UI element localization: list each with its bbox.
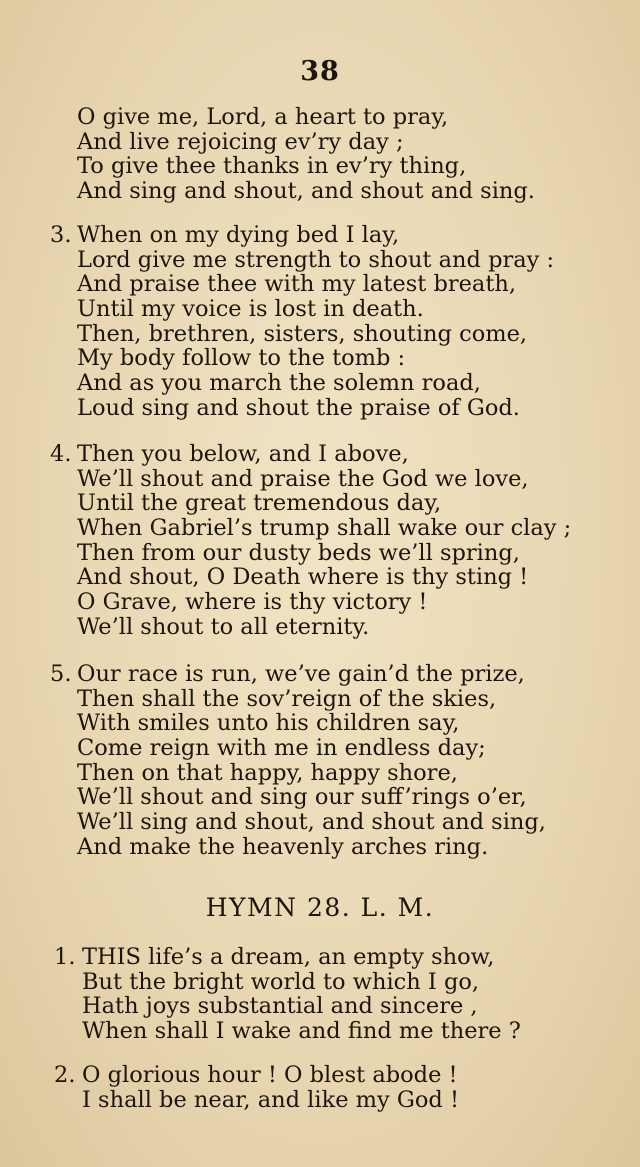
verse-line: And live rejoicing ev’ry day ; bbox=[77, 128, 404, 155]
verse-line: Loud sing and shout the praise of God. bbox=[77, 394, 520, 421]
hymn-title: HYMN 28. L. M. bbox=[205, 893, 435, 922]
stanza-number: 2. bbox=[54, 1062, 76, 1088]
verse-line: Until the great tremendous day, bbox=[77, 490, 442, 517]
stanza-number: 5. bbox=[50, 661, 72, 687]
verse-line: And shout, O Death where is thy sting ! bbox=[77, 564, 529, 591]
stanza-continuation bbox=[0, 105, 640, 204]
hymn-28-stanza-2 bbox=[0, 1063, 640, 1112]
verse-line: And make the heavenly arches ring. bbox=[77, 833, 489, 860]
page-number: 38 bbox=[300, 56, 340, 87]
verse-line: With smiles unto his children say, bbox=[77, 710, 460, 737]
verse-line: Then from our dusty beds we’ll spring, bbox=[77, 539, 520, 566]
verse-line: Come reign with me in endless day; bbox=[77, 735, 486, 762]
verse-line: 1. THIS life’s a dream, an empty show, bbox=[54, 944, 495, 970]
verse-line: My body follow to the tomb : bbox=[77, 345, 406, 372]
verse-line: And as you march the solemn road, bbox=[77, 370, 481, 397]
verse-line: When Gabriel’s trump shall wake our clay ; bbox=[77, 515, 572, 542]
verse-line: We’ll shout and sing our suff’rings o’er, bbox=[77, 784, 527, 811]
stanza-number: 3. bbox=[50, 222, 72, 248]
verse-line: 2. O glorious hour ! O blest abode ! bbox=[54, 1062, 458, 1088]
verse-line: 4. Then you below, and I above, bbox=[50, 441, 409, 467]
verse-line: 5. Our race is run, we’ve gain’d the prize, bbox=[50, 661, 525, 687]
verse-line: We’ll sing and shout, and shout and sing, bbox=[77, 809, 546, 836]
verse-line: Hath joys substantial and sincere , bbox=[82, 993, 478, 1020]
verse-line: We’ll shout to all eternity. bbox=[77, 613, 370, 640]
verse-line: 3. When on my dying bed I lay, bbox=[50, 222, 400, 248]
verse-line: And praise thee with my latest breath, bbox=[77, 271, 517, 298]
stanza-5 bbox=[0, 662, 640, 860]
verse-line: Lord give me strength to shout and pray : bbox=[77, 246, 555, 273]
stanza-4 bbox=[0, 442, 640, 640]
verse-line: Then shall the sov’reign of the skies, bbox=[77, 685, 497, 712]
stanza-3 bbox=[0, 223, 640, 421]
hymn-28-stanza-1 bbox=[0, 945, 640, 1044]
verse-line: I shall be near, and like my God ! bbox=[82, 1086, 459, 1113]
verse-line: O Grave, where is thy victory ! bbox=[77, 589, 428, 616]
verse-line: Until my voice is lost in death. bbox=[77, 296, 424, 323]
verse-line: And sing and shout, and shout and sing. bbox=[77, 178, 535, 205]
verse-line: But the bright world to which I go, bbox=[82, 968, 480, 995]
stanza-number: 4. bbox=[50, 441, 72, 467]
verse-line: To give thee thanks in ev’ry thing, bbox=[77, 153, 467, 180]
verse-line: Then on that happy, happy shore, bbox=[77, 759, 458, 786]
stanza-number: 1. bbox=[54, 944, 76, 970]
verse-line: We’ll shout and praise the God we love, bbox=[77, 465, 529, 492]
verse-line: When shall I wake and find me there ? bbox=[82, 1018, 521, 1045]
verse-line: O give me, Lord, a heart to pray, bbox=[77, 104, 449, 130]
verse-line: Then, brethren, sisters, shouting come, bbox=[77, 320, 528, 347]
